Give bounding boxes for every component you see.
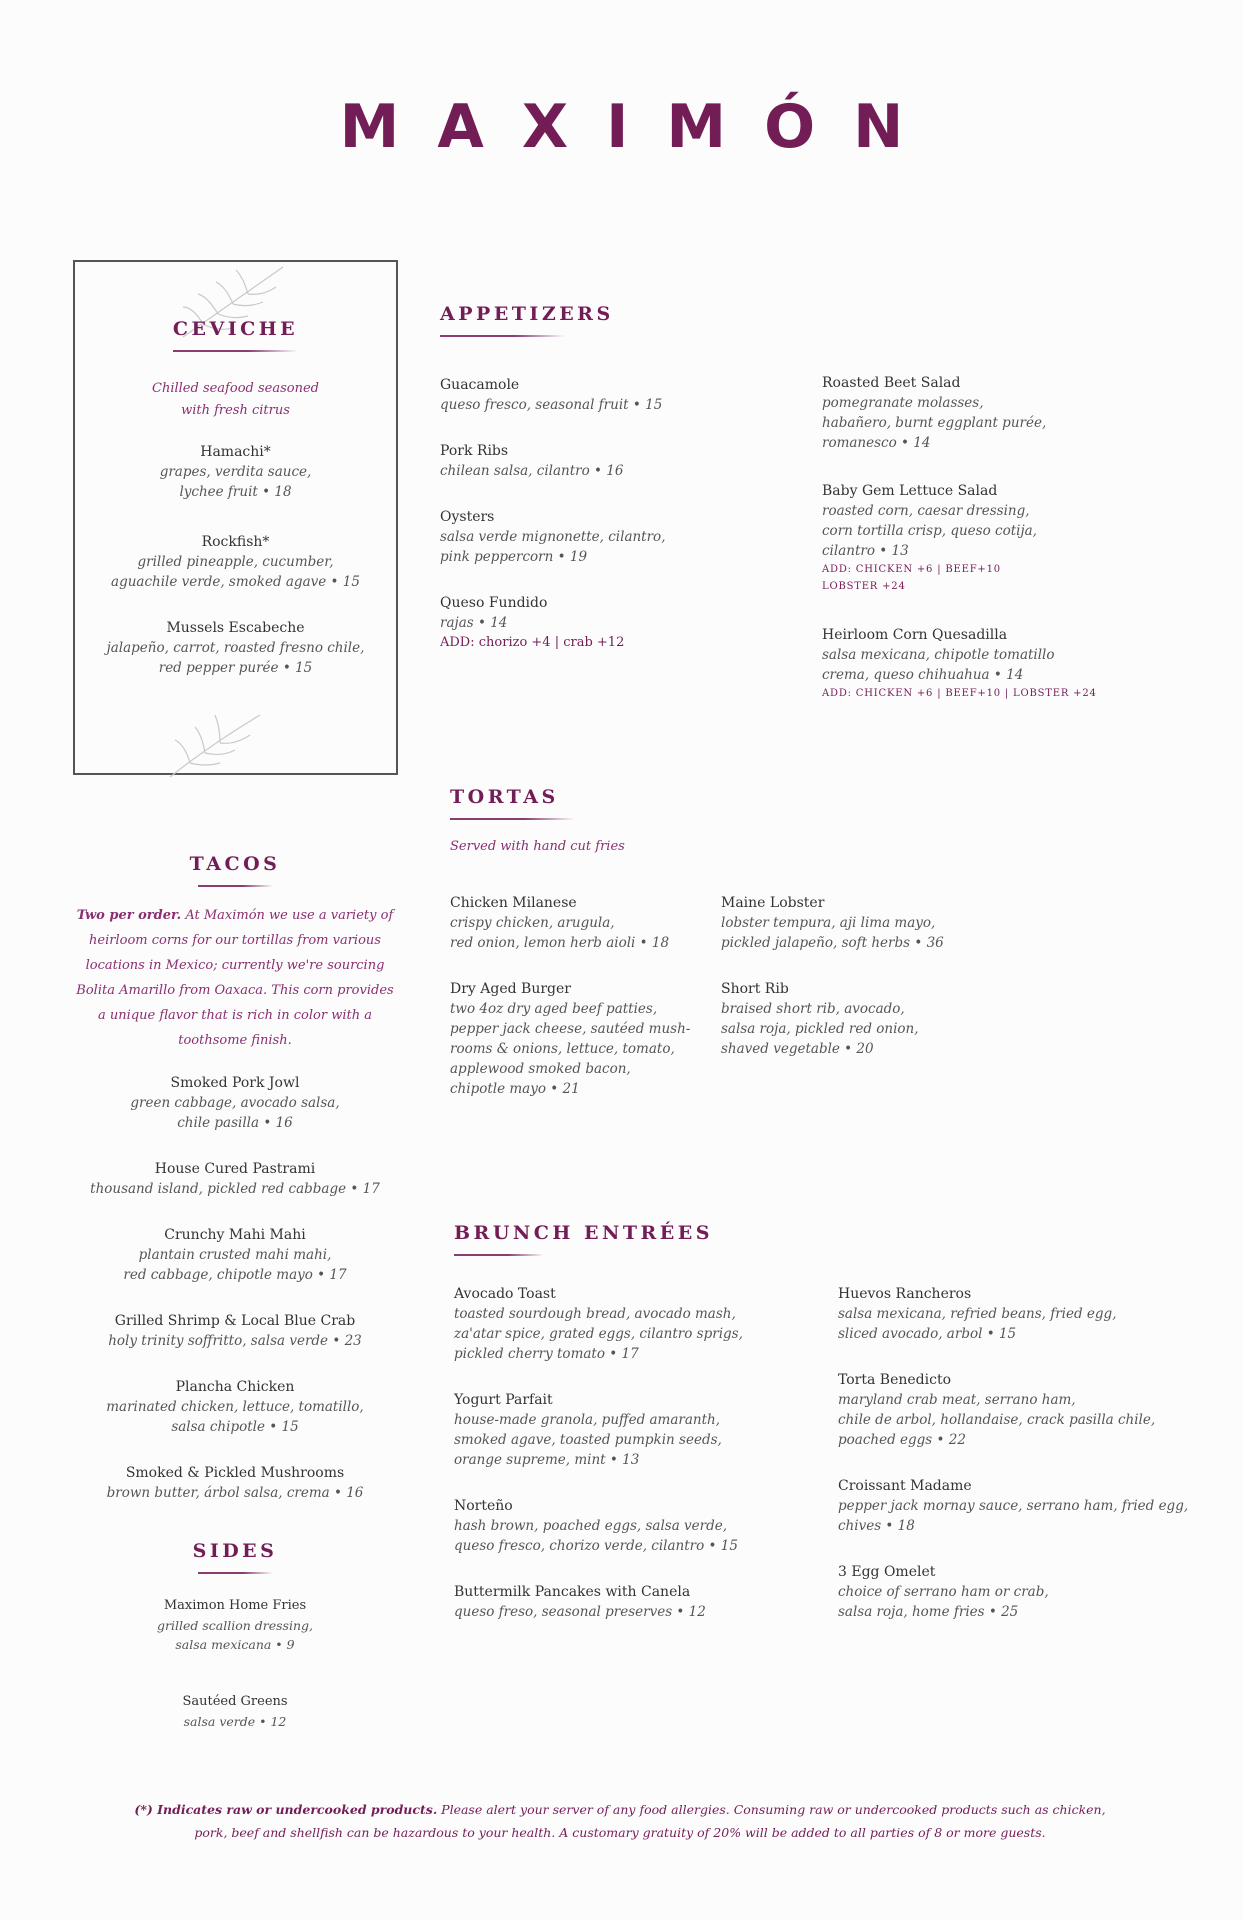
ceviche-note: Chilled seafood seasoned with fresh citrus [152, 381, 319, 418]
add-on-options: ADD: CHICKEN +6 | BEEF+10 [822, 564, 1001, 575]
menu-item: Rockfish* grilled pineapple, cucumber, aguachile verde, smoked agave • 15 [111, 534, 360, 590]
menu-item: Oysters salsa verde mignonette, cilantro, pink peppercorn • 19 [440, 509, 666, 565]
leaf-icon [160, 705, 270, 780]
menu-item: Queso Fundido rajas • 14 ADD: chorizo +4 | crab +12 [440, 593, 770, 653]
menu-item: Maximon Home Fries grilled scallion dressing, salsa mexicana • 9 [157, 1598, 313, 1652]
menu-item: Maine Lobster lobster tempura, aji lima mayo, pickled jalapeño, soft herbs • 36 [721, 895, 944, 951]
section-rule [454, 1254, 544, 1256]
menu-item: Plancha Chicken marinated chicken, lettuce, tomatillo, salsa chipotle • 15 [106, 1379, 364, 1435]
section-rule [440, 335, 565, 337]
tacos-list [70, 1073, 400, 1503]
menu-item: Hamachi* grapes, verdita sauce, lychee fruit • 18 [159, 444, 312, 500]
menu-item: Baby Gem Lettuce Salad roasted corn, caesar dressing, corn tortilla crisp, queso cotija, cilantro • 13 ADD: CHICKEN +6 | BEEF+10 LOBSTER +24 [822, 481, 1202, 595]
appetizers-left [440, 375, 770, 675]
ceviche-title: CEVICHE [172, 318, 299, 340]
tacos-note: Two per order. At Maximón we use a variety of heirloom corns for our tortillas from various locations in Mexico; currently we're sourcing Bolita Amarillo from Oaxaca. This corn provides a unique flavor that is rich in color with a toothsome finish. [76, 908, 394, 1048]
add-on-options: ADD: CHICKEN +6 | BEEF+10 | LOBSTER +24 [822, 688, 1097, 699]
menu-item: 3 Egg Omelet choice of serrano ham or crab, salsa roja, home fries • 25 [838, 1564, 1049, 1620]
section-rule [198, 885, 273, 887]
section-rule [198, 1572, 273, 1574]
menu-item: House Cured Pastrami thousand island, pickled red cabbage • 17 [90, 1161, 380, 1197]
menu-item: Chicken Milanese crispy chicken, arugula, red onion, lemon herb aioli • 18 [450, 895, 670, 951]
appetizers-header [440, 303, 614, 337]
menu-item: Smoked & Pickled Mushrooms brown butter, árbol salsa, crema • 16 [106, 1465, 364, 1501]
tortas-left [450, 893, 710, 1121]
menu-item: Norteño hash brown, poached eggs, salsa verde, queso fresco, chorizo verde, cilantro • 15 [454, 1498, 738, 1554]
ceviche-list [73, 442, 398, 678]
menu-item: Buttermilk Pancakes with Canela queso freso, seasonal preserves • 12 [454, 1584, 706, 1620]
sides-section [70, 1540, 400, 1753]
sides-title: SIDES [192, 1540, 278, 1562]
tortas-note: Served with hand cut fries [450, 839, 625, 854]
appetizers-title: APPETIZERS [440, 303, 614, 325]
menu-item: Roasted Beet Salad pomegranate molasses, habañero, burnt eggplant purée, romanesco • 14 [822, 375, 1047, 451]
appetizers-right [822, 373, 1202, 724]
menu-item: Torta Benedicto maryland crab meat, serrano ham, chile de arbol, hollandaise, crack pasilla chile, poached eggs • 22 [838, 1372, 1156, 1448]
menu-item: Sautéed Greens salsa verde • 12 [182, 1694, 288, 1729]
menu-item: Guacamole queso fresco, seasonal fruit • 15 [440, 377, 663, 413]
brunch-right [838, 1284, 1218, 1644]
menu-item: Croissant Madame pepper jack mornay sauce, serrano ham, fried egg, chives • 18 [838, 1478, 1189, 1534]
tortas-right [721, 893, 1021, 1081]
menu-item: Pork Ribs chilean salsa, cilantro • 16 [440, 443, 624, 479]
tortas-header [450, 786, 625, 859]
tacos-section [70, 853, 400, 1525]
brunch-header [454, 1222, 713, 1256]
menu-item: Crunchy Mahi Mahi plantain crusted mahi mahi, red cabbage, chipotle mayo • 17 [123, 1227, 347, 1283]
menu-item: Mussels Escabeche jalapeño, carrot, roasted fresno chile, red pepper purée • 15 [106, 620, 365, 676]
add-on-options: ADD: chorizo +4 | crab +12 [440, 635, 625, 650]
menu-item: Yogurt Parfait house-made granola, puffed amaranth, smoked agave, toasted pumpkin seeds, orange supreme, mint • 13 [454, 1392, 722, 1468]
tortas-title: TORTAS [450, 786, 559, 808]
brunch-title: BRUNCH ENTRÉES [454, 1222, 713, 1244]
menu-item: Heirloom Corn Quesadilla salsa mexicana, chipotle tomatillo crema, queso chihuahua • 14 ADD: CHICKEN +6 | BEEF+10 | LOBSTER +24 [822, 625, 1202, 702]
menu-item: Huevos Rancheros salsa mexicana, refried beans, fried egg, sliced avocado, arbol • 15 [838, 1286, 1117, 1342]
sides-list [70, 1596, 400, 1731]
allergy-disclaimer: (*) Indicates raw or undercooked products. Please alert your server of any food allergies. Consuming raw or undercooked products such as chicken, pork, beef and shellfish can be hazardous to your health. A customary gratuity of 20% will be added to all parties of 8 or more guests. [134, 1802, 1106, 1840]
add-on-options: LOBSTER +24 [822, 581, 906, 592]
menu-item: Grilled Shrimp & Local Blue Crab holy trinity soffritto, salsa verde • 23 [108, 1313, 362, 1349]
menu-item: Short Rib braised short rib, avocado, salsa roja, pickled red onion, shaved vegetable • 20 [721, 981, 919, 1057]
brand-logo: MAXIMÓN [339, 92, 942, 162]
section-rule [173, 350, 298, 352]
menu-item: Avocado Toast toasted sourdough bread, avocado mash, za'atar spice, grated eggs, cilantro sprigs, pickled cherry tomato • 17 [454, 1286, 743, 1362]
tacos-title: TACOS [189, 853, 281, 875]
ceviche-section [73, 318, 398, 700]
brunch-left [454, 1284, 824, 1644]
menu-item: Dry Aged Burger two 4oz dry aged beef patties, pepper jack cheese, sautéed mush- rooms & onions, lettuce, tomato, applewood smoked bacon, chipotle mayo • 21 [450, 981, 691, 1097]
section-rule [450, 818, 575, 820]
menu-item: Smoked Pork Jowl green cabbage, avocado salsa, chile pasilla • 16 [130, 1075, 340, 1131]
